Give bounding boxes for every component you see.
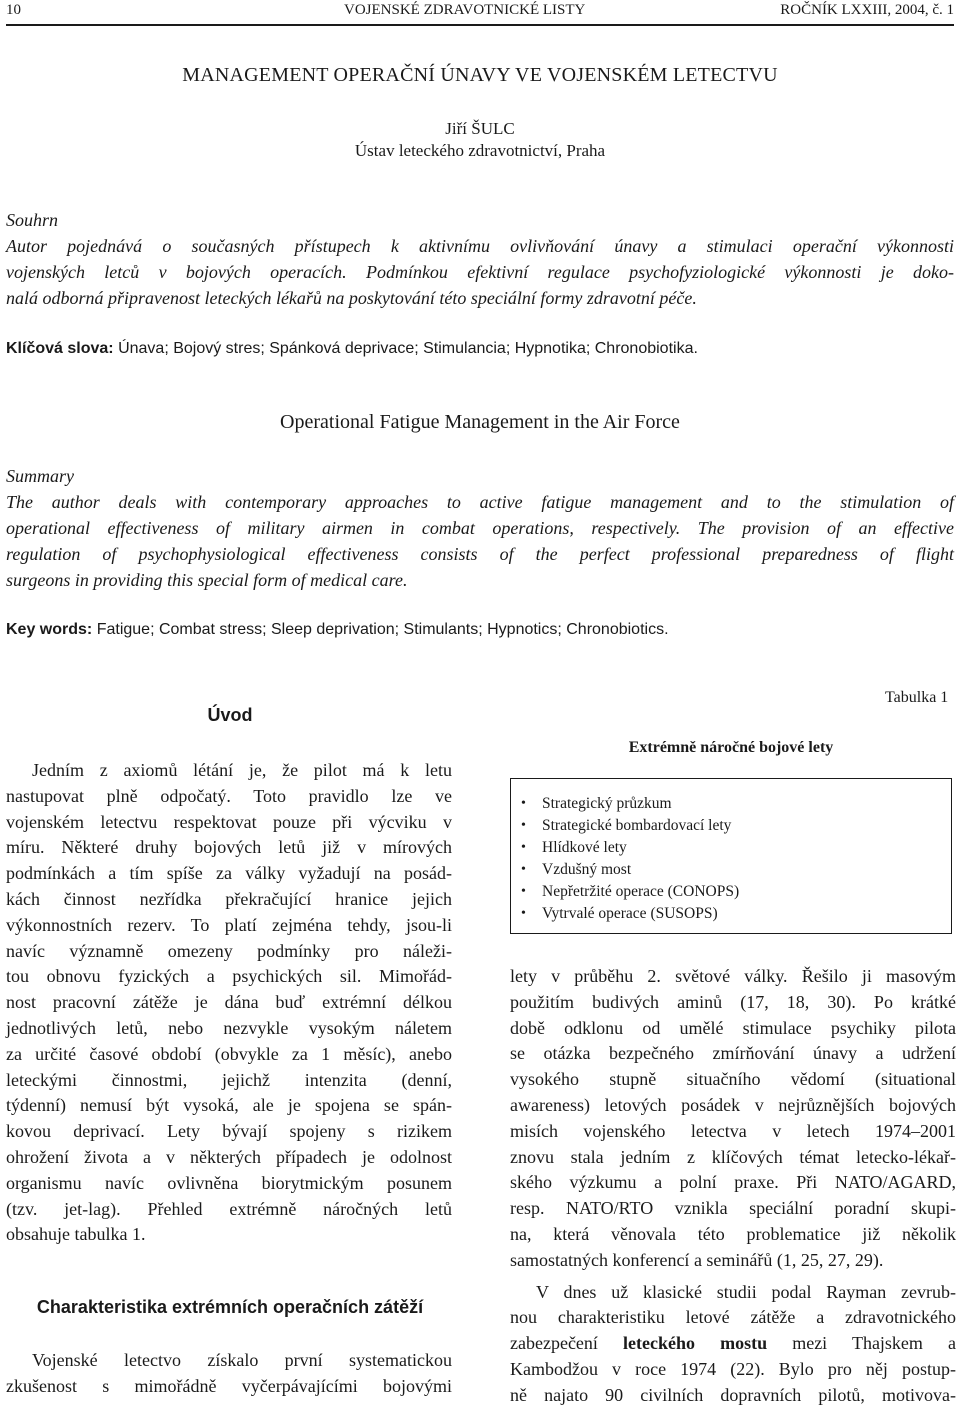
bullet-icon: • [521, 862, 526, 877]
table-list-item [521, 903, 951, 925]
text-line: Jedním z axiomů létání je, že pilot má k letu [32, 760, 452, 780]
text-line [510, 1305, 956, 1331]
abstract-en-heading: Summary [6, 466, 74, 486]
text-line: tou obnovu fyzických a psychických sil. Mimořád- [6, 966, 452, 987]
text-line: ského výzkumu a polní praxe. Při NATO/AGARD, [510, 1172, 956, 1193]
english-title: Operational Fatigue Management in the Air Force [280, 411, 680, 433]
keywords-cz [6, 338, 954, 360]
text-span: V dnes už klasické studii podal Rayman zevrub- [536, 1281, 956, 1302]
text-line: použitím budivých aminů (17, 18, 30). Po krátké [510, 991, 956, 1012]
table-list-item-text: Strategický průzkum [542, 795, 672, 812]
keywords-cz-text: Únava; Bojový stres; Spánková deprivace; Stimulancia; Hypnotika; Chronobiotika. [118, 340, 698, 357]
text-line: obsahuje tabulka 1. [6, 1224, 146, 1245]
text-line: zkušenost s mimořádně vyčerpávajícími bojovými [6, 1375, 452, 1396]
keywords-en [6, 619, 954, 641]
table-list-item [521, 793, 951, 815]
table-list-item-text: Vytrvalé operace (SUSOPS) [542, 905, 718, 922]
article-title: MANAGEMENT OPERAČNÍ ÚNAVY VE VOJENSKÉM LETECTVU [182, 64, 778, 86]
text-line: jednotlivých letů, nebo nezvykle vysokým náletem [6, 1017, 452, 1038]
table-list-item [521, 837, 951, 859]
keywords-en-label: Key words: [6, 621, 93, 638]
table-list-item [521, 815, 951, 837]
text-line [510, 1383, 956, 1409]
text-line: resp. NATO/RTO vznikla speciální poradní skupi- [510, 1198, 956, 1219]
table-list-item [521, 881, 951, 903]
text-line [510, 1280, 956, 1306]
table-list-item-text: Hlídkové lety [542, 839, 627, 856]
intro-text [6, 758, 452, 1248]
journal-volume: ROČNÍK LXXIII, 2004, č. 1 [780, 2, 954, 18]
text-line: vojenském letectvu respektovat pouze při výcviku v [6, 811, 452, 832]
text-line: leteckými činnostmi, jejichž intenzita (denní, [6, 1069, 452, 1090]
text-line: kách činnost nezřídka překračující hranice jejich [6, 888, 452, 909]
abstract-cz-line: nalá odborná připravenost leteckých lékařů na poskytování této speciální formy zdravotní péče. [6, 288, 697, 308]
text-line: míru. Některé druhy bojových letů již v mírových [6, 837, 452, 858]
text-line: nost pracovní zátěže je dána buď extrémní délkou [6, 992, 452, 1013]
text-line: týdenní) nemusí být vysoká, ale je spojena se spán- [6, 1095, 452, 1116]
article-affiliation: Ústav leteckého zdravotnictví, Praha [354, 141, 606, 160]
abstract-en-line: surgeons in providing this special form of medical care. [6, 570, 408, 590]
table-list-item [521, 859, 951, 881]
section-text [6, 1348, 452, 1400]
page-number: 10 [6, 2, 21, 18]
bullet-icon: • [521, 884, 526, 899]
text-line: za určité časové období (obvykle za 1 měsíc), anebo [6, 1043, 452, 1064]
journal-name: VOJENSKÉ ZDRAVOTNICKÉ LISTY [344, 2, 586, 18]
abstract-cz-line: Autor pojednává o současných přístupech k aktivnímu ovlivňování únavy a stimulaci operační výkonnosti [6, 236, 954, 256]
intro-heading: Úvod [207, 705, 253, 725]
right-column-text [510, 964, 956, 1409]
abstract-en-line: The author deals with contemporary approaches to active fatigue management and to the stimulation of [6, 492, 954, 512]
text-line: Vojenské letectvo získalo první systematickou [32, 1350, 452, 1370]
text-line: misích vojenského letectva v letech 1974–2001 [510, 1120, 956, 1141]
bullet-icon: • [521, 906, 526, 921]
bullet-icon: • [521, 840, 526, 855]
abstract-cz-line: vojenských letců v bojových operacích. Podmínkou efektivní regulace psychofyziologické výkonnosti je doko- [6, 262, 954, 282]
text-line: ohrožení života a v některých případech je odolnost [6, 1146, 452, 1167]
bold-term: leteckého mostu [623, 1333, 768, 1354]
text-line: (tzv. jet-lag). Přehled extrémně náročných letů [6, 1198, 452, 1219]
text-line: se otázka bezpečného zmírňování únavy a udržení [510, 1043, 956, 1064]
article-author: Jiří ŠULC [445, 119, 515, 138]
running-header [6, 0, 954, 26]
abstract-en-line: regulation of psychophysiological effectiveness consists of the perfect professional preparedness of flight [6, 544, 954, 564]
text-span: nou charakteristiku letové zátěže a zdravotnického [510, 1307, 956, 1328]
text-line: podmínkách a tím spíše za války vyžadují na posád- [6, 863, 452, 884]
abstract-en [6, 463, 954, 593]
bullet-icon: • [521, 796, 526, 811]
bullet-icon: • [521, 818, 526, 833]
abstract-cz [6, 207, 954, 311]
text-line: výkonnostních rezerv. To platí zejména tehdy, jsou-li [6, 914, 452, 935]
table-list-item-text: Vzdušný most [542, 861, 632, 878]
table-label: Tabulka 1 [885, 689, 949, 706]
text-line [510, 1331, 956, 1357]
text-line: na, která věnovala této problematice již několik [510, 1223, 956, 1244]
text-line: znovu stala jedním z klíčových témat letecko-lékař- [510, 1146, 956, 1167]
text-line: vysokého stupně situačního vědomí (situational [510, 1069, 956, 1090]
table-list-item-text: Strategické bombardovací lety [542, 817, 732, 834]
text-line [510, 1357, 956, 1383]
text-line: navíc významně omezeny podmínky pro náleži- [6, 940, 452, 961]
text-span: mezi Thajskem a [767, 1333, 957, 1354]
text-span: zabezpečení [510, 1333, 624, 1354]
table-box [510, 778, 952, 934]
text-line: lety v průběhu 2. světové války. Řešilo ji masovým [510, 966, 956, 986]
text-span: ně najato 90 civilních dopravních pilotů, motivova- [510, 1384, 956, 1405]
text-line: nastupovat plně odpočatý. Toto pravidlo lze ve [6, 785, 452, 806]
table-title: Extrémně náročné bojové lety [628, 739, 834, 756]
keywords-cz-label: Klíčová slova: [6, 340, 114, 357]
text-line: organismu navíc ovlivněna biorytmickým posunem [6, 1172, 452, 1193]
text-line: době odklonu od umělé stimulace psychiky pilota [510, 1017, 956, 1038]
table-list [511, 779, 951, 925]
keywords-en-text: Fatigue; Combat stress; Sleep deprivation; Stimulants; Hypnotics; Chronobiotics. [96, 621, 669, 638]
text-line: awareness) letových posádek v nejrůznějších bojových [510, 1094, 956, 1115]
section-heading: Charakteristika extrémních operačních zátěží [36, 1297, 424, 1317]
text-span: Kambodžou v roce 1974 (22). Bylo pro něj postup- [510, 1358, 956, 1379]
abstract-en-line: operational effectiveness of military airmen in combat operations, respectively. The provision of an effective [6, 518, 954, 538]
text-line: samostatných konferencí a seminářů (1, 25, 27, 29). [510, 1249, 884, 1270]
table-list-item-text: Nepřetržité operace (CONOPS) [542, 883, 740, 900]
text-line: kovou deprivací. Lety bývají spojeny s rizikem [6, 1121, 452, 1142]
abstract-cz-heading: Souhrn [6, 210, 59, 230]
